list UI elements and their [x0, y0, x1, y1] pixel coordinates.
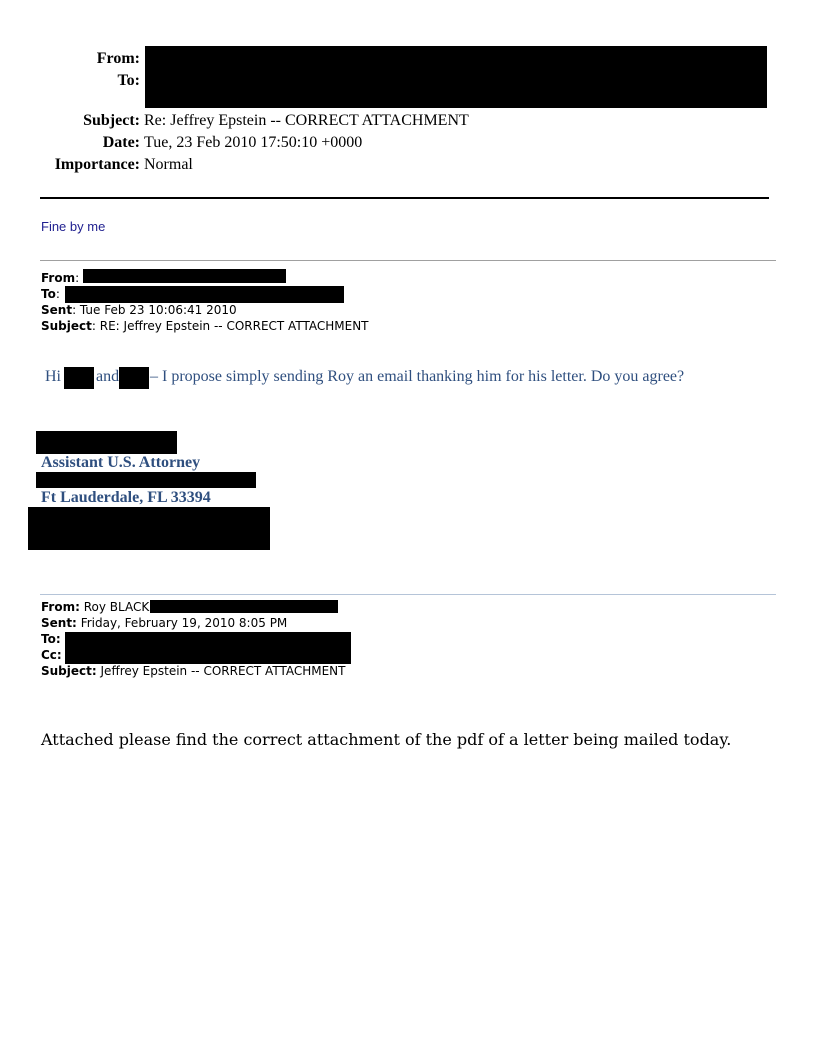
msg2-to-colon: :	[55, 287, 60, 301]
msg3-from-name: Roy BLACK	[83, 600, 150, 614]
msg3-sent-row	[41, 615, 287, 631]
redaction-sig-contact	[28, 507, 270, 550]
header-to-row	[0, 72, 140, 90]
msg3-subject: Jeffrey Epstein -- CORRECT ATTACHMENT	[100, 664, 346, 678]
header-date-row	[0, 134, 362, 152]
msg3-divider	[40, 594, 776, 595]
msg2-sent-label: Sent	[41, 303, 73, 317]
msg2-from-colon: :	[75, 271, 80, 285]
redaction-msg3-from-email	[150, 600, 338, 613]
redaction-msg3-recipients	[65, 632, 351, 664]
redaction-sig-name	[36, 431, 177, 454]
msg3-sent: Friday, February 19, 2010 8:05 PM	[80, 616, 288, 630]
msg2-sent-row	[41, 302, 237, 318]
header-to-label: To:	[117, 72, 140, 89]
redaction-msg2-name-1	[64, 367, 94, 389]
header-subject-label: Subject:	[83, 112, 140, 129]
msg2-subject-label: Subject	[41, 319, 92, 333]
msg2-subject-row	[41, 318, 369, 334]
header-date: Tue, 23 Feb 2010 17:50:10 +0000	[144, 134, 363, 151]
header-date-label: Date:	[102, 134, 140, 151]
redaction-msg2-name-2	[119, 367, 149, 389]
msg2-from-label: From	[41, 271, 76, 285]
msg2-to-row	[41, 286, 60, 302]
header-from-row	[0, 50, 140, 68]
sig-city: Ft Lauderdale, FL 33394	[41, 489, 211, 506]
msg3-sent-label: Sent:	[41, 616, 77, 630]
header-importance-label: Importance:	[54, 156, 140, 173]
msg2-to-label: To	[41, 287, 56, 301]
header-from-label: From:	[96, 50, 140, 67]
msg3-subject-row	[41, 663, 345, 679]
msg3-to-label: To:	[41, 632, 61, 646]
msg3-cc-label: Cc:	[41, 648, 62, 662]
msg2-body-and: and	[96, 368, 120, 385]
msg3-body: Attached please find the correct attachment of the pdf of a letter being mailed today.	[41, 730, 732, 749]
msg3-subject-label: Subject:	[41, 664, 97, 678]
msg3-cc-row	[41, 647, 62, 663]
sig-title: Assistant U.S. Attorney	[41, 454, 201, 471]
msg3-from-label: From:	[41, 600, 80, 614]
msg2-from-row	[41, 270, 79, 286]
reply-text: Fine by me	[41, 219, 106, 234]
redaction-msg2-to	[65, 286, 344, 303]
redaction-sig-address	[36, 472, 256, 488]
msg2-sent: : Tue Feb 23 10:06:41 2010	[72, 303, 237, 317]
msg2-subject: : RE: Jeffrey Epstein -- CORRECT ATTACHMENT	[91, 319, 369, 333]
header-subject-row	[0, 112, 469, 130]
msg2-body-hi: Hi	[45, 368, 61, 385]
msg3-to-row	[41, 631, 61, 647]
redaction-msg2-from	[83, 269, 286, 283]
redaction-header-recipients	[145, 46, 767, 108]
msg3-from-row	[41, 599, 149, 615]
reply-divider	[40, 260, 776, 261]
header-importance-row	[0, 156, 193, 174]
header-divider	[40, 197, 769, 199]
msg2-body-rest: – I propose simply sending Roy an email thanking him for his letter. Do you agree?	[150, 368, 685, 385]
header-importance: Normal	[144, 156, 193, 173]
header-subject: Re: Jeffrey Epstein -- CORRECT ATTACHMENT	[144, 112, 469, 129]
